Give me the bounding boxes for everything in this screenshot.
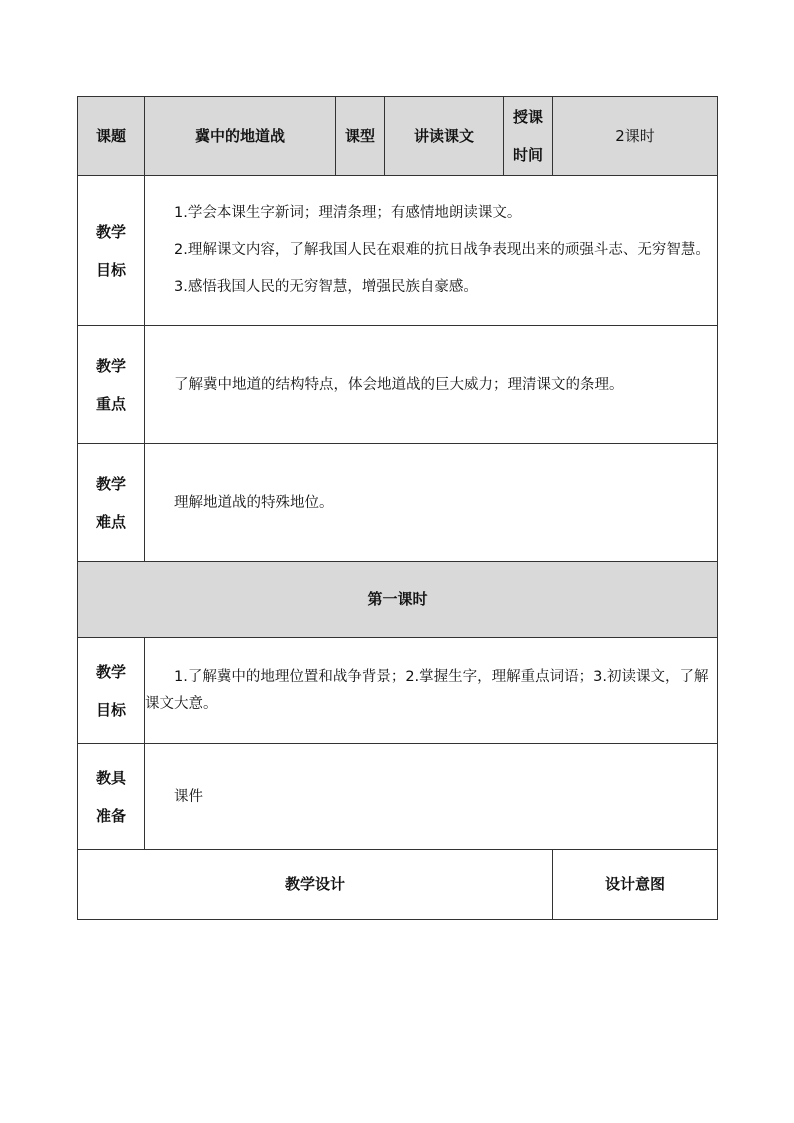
objectives-row [78, 176, 718, 326]
objectives-label-line2: 目标 [95, 260, 126, 279]
difficulties-text: 理解地道战的特殊地位。 [174, 494, 334, 511]
lesson1-title: 第一课时 [78, 562, 718, 638]
lesson1-objectives-content [145, 638, 718, 744]
footer-row [78, 850, 718, 920]
lesson1-tools-content [145, 744, 718, 850]
key-points-label-line2: 重点 [95, 394, 126, 413]
time-label-line2: 时间 [512, 146, 543, 164]
lesson1-tools-row [78, 744, 718, 850]
difficulties-content [145, 444, 718, 562]
lesson-plan-table [77, 96, 718, 920]
difficulties-label [78, 444, 145, 562]
objectives-label [78, 176, 145, 326]
objectives-content [145, 176, 718, 326]
difficulties-label-line2: 难点 [95, 512, 126, 531]
lesson1-tools-label [78, 744, 145, 850]
design-label: 教学设计 [78, 850, 553, 920]
difficulties-label-line1: 教学 [95, 474, 126, 493]
lesson1-tools-label-line1: 教具 [95, 768, 126, 787]
lesson1-objectives-label-line1: 教学 [95, 662, 126, 681]
topic-value: 冀中的地道战 [145, 97, 336, 176]
lesson1-objectives-label [78, 638, 145, 744]
header-row [78, 97, 718, 176]
objective-item: 2.理解课文内容，了解我国人民在艰难的抗日战争表现出来的顽强斗志、无穷智慧。 [174, 242, 710, 258]
lesson1-objectives-text: 1.了解冀中的地理位置和战争背景；2.掌握生字，理解重点词语；3.初读课文，了解课文大意。 [145, 668, 709, 712]
difficulties-row [78, 444, 718, 562]
time-value: 2课时 [553, 97, 718, 176]
objective-item: 3.感悟我国人民的无穷智慧，增强民族自豪感。 [174, 279, 478, 295]
time-label [504, 97, 553, 176]
key-points-text: 了解冀中地道的结构特点，体会地道战的巨大威力；理清课文的条理。 [174, 376, 624, 393]
key-points-content [145, 326, 718, 444]
type-label: 课型 [336, 97, 385, 176]
key-points-label-line1: 教学 [95, 356, 126, 375]
objective-item: 1.学会本课生字新词；理清条理；有感情地朗读课文。 [174, 205, 522, 221]
key-points-label [78, 326, 145, 444]
objectives-label-line1: 教学 [95, 222, 126, 241]
topic-label: 课题 [78, 97, 145, 176]
lesson1-tools-label-line2: 准备 [95, 806, 126, 825]
lesson1-title-row [78, 562, 718, 638]
lesson1-objectives-label-line2: 目标 [95, 700, 126, 719]
type-value: 讲读课文 [385, 97, 504, 176]
lesson1-objectives-row [78, 638, 718, 744]
time-label-line1: 授课 [512, 108, 543, 126]
lesson1-tools-text: 课件 [174, 788, 203, 805]
key-points-row [78, 326, 718, 444]
intent-label: 设计意图 [553, 850, 718, 920]
